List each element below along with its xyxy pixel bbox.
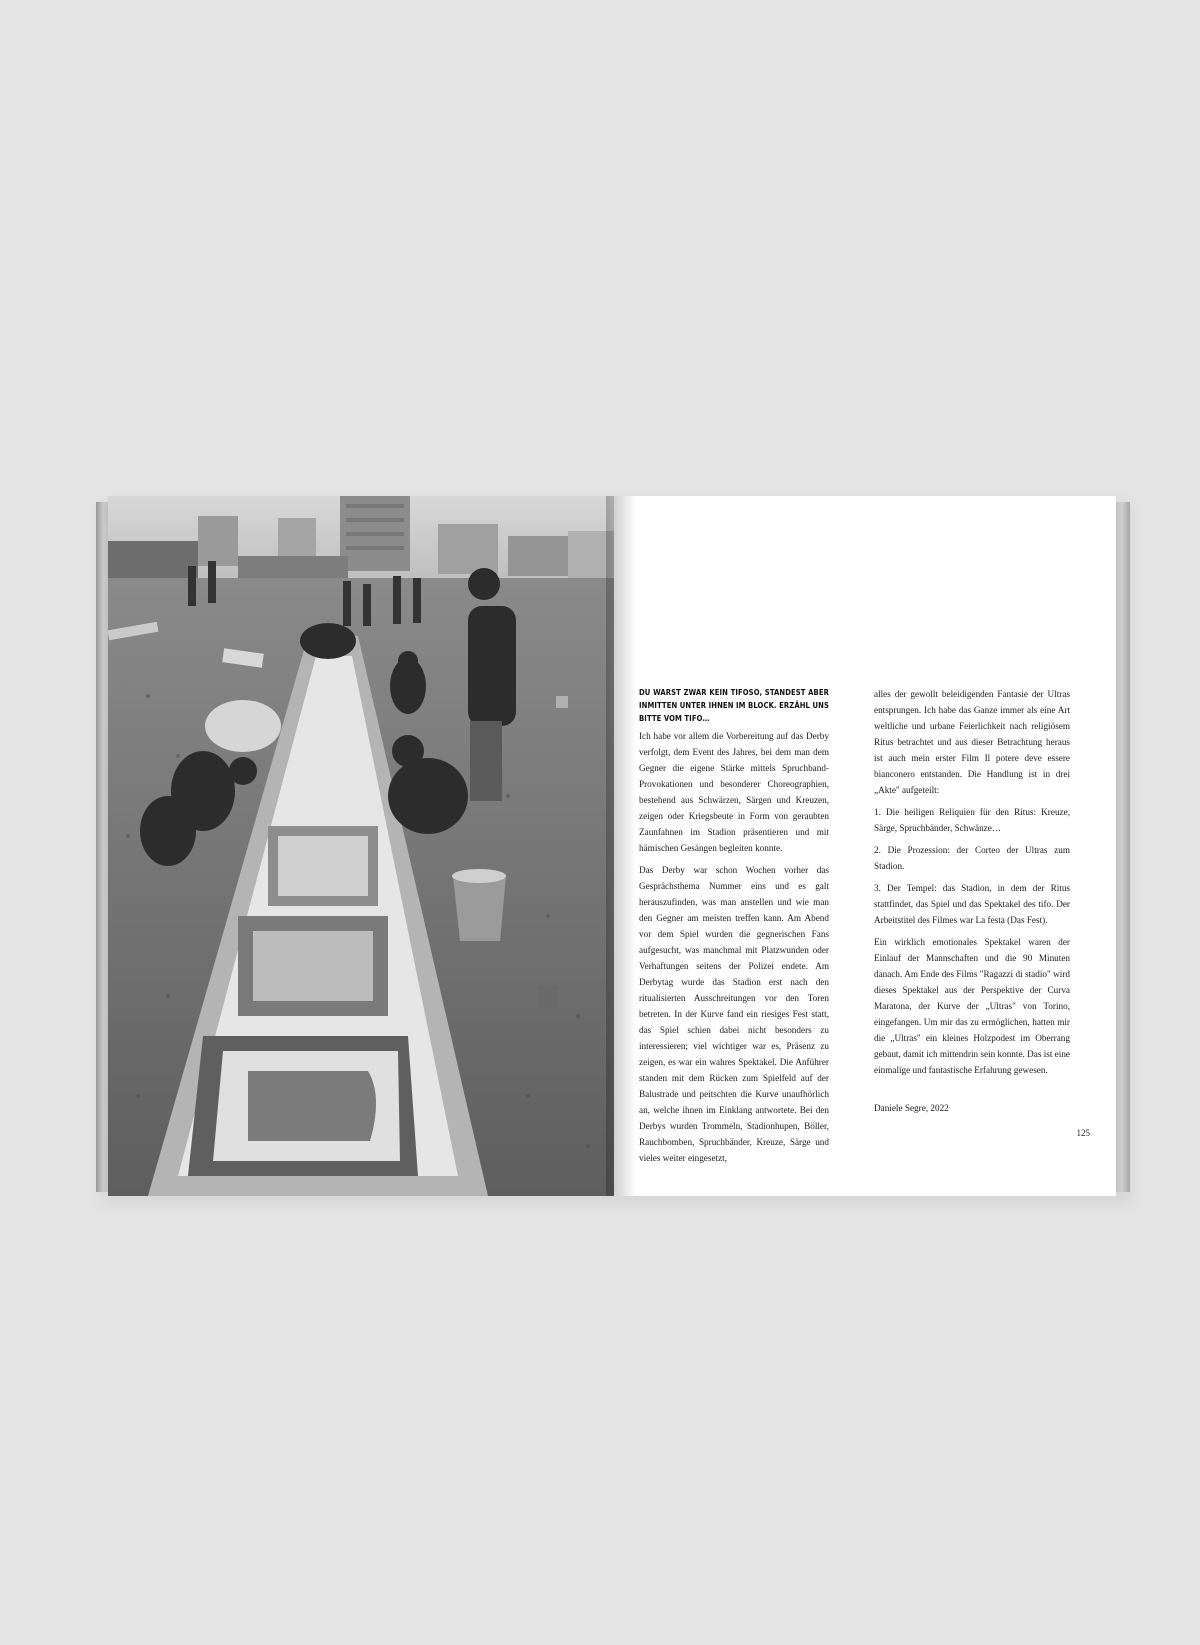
open-book <box>96 496 1132 1200</box>
list-item: 3. Der Tempel: das Stadion, in dem der Ritus stattfindet, das Spiel und das Spektakel des tifo. Der Arbeitstitel des Filmes war La festa (Das Fest). <box>874 883 1070 925</box>
page-number: 125 <box>1076 1128 1090 1138</box>
paragraph: Ein wirklich emotionales Spektakel waren der Einlauf der Mannschaften und die 90 Minuten danach. Am Ende des Films "Ragazzi di stadio" wird dieses Spektakel aus der Perspektive der Curva Maratona, der Kurve der „Ultras" von Torino, eingefangen. Um mir das zu ermöglichen, hatten mir die „Ultras" ein kleines Holzpodest im Oberrang gebaut, damit ich mittendrin sein konnte. Das ist eine einmalige und fantastische Erfahrung gewesen. <box>874 937 1070 1075</box>
paragraph: alles der gewollt beleidigenden Fantasie der Ultras entsprungen. Ich habe das Ganze immer als eine Art weltliche und urbane Feierlichkeit nach religiösem Ritus betrachtet und aus dieser Betrachtung heraus ist auch mein erster Film Il potere deve essere bianconero entstanden. Die Handlung ist in drei „Akte" aufgeteilt: <box>874 689 1070 795</box>
bw-photo-banner-painting <box>108 496 616 1196</box>
paragraph: Ich habe vor allem die Vorbereitung auf das Derby verfolgt, dem Event des Jahres, bei dem man dem Gegner die eigene Stärke mittels Spruchband-Provokationen und besonderer Choreographien, bestehend aus Schwärzen, Särgen und Kreuzen, zeigen oder Kriegsbeute in Form von geraubten Zaunfahnen im Stadion präsentieren und mit hämischen Gesängen begleiten konnte. <box>639 731 829 853</box>
list-item: 2. Die Prozession: der Corteo der Ultras zum Stadion. <box>874 845 1070 871</box>
right-page <box>614 496 1116 1196</box>
paragraph: Das Derby war schon Wochen vorher das Gesprächsthema Nummer eins und es galt herauszufinden, was man anstellen und wie man den Gegner am meisten treffen kann. Am Abend vor dem Spiel wurden die gegnerischen Fans aufgesucht, was manchmal mit Platzwunden oder Verhaftungen seitens der Polizei endete. Am Derbytag wurde das Stadion erst nach den ritualisierten Ausschreitungen vor den Toren betreten. In der Kurve fand ein riesiges Fest statt, das Spiel schien dabei nicht besonders zu interessieren; viel wichtiger war es, Präsenz zu zeigen, es war ein wahres Spektakel. Die Anführer standen mit dem Rücken zum Spielfeld auf der Balustrade und peitschten die Kurve unaufhörlich an, welche ihnen im Einklang antwortete. Bei den Derbys wurden Trommeln, Stadionhupen, Böller, Rauchbomben, Spruchbänder, Kreuze, Särge und vieles weiter eingesetzt, <box>639 865 829 1163</box>
page-stack-right <box>1114 502 1130 1192</box>
text-column-left <box>639 686 829 1166</box>
left-page <box>108 496 616 1196</box>
author-signature: Daniele Segre, 2022 <box>874 1103 949 1113</box>
text-column-right <box>874 686 1070 1116</box>
list-item: 1. Die heiligen Reliquien für den Ritus: Kreuze, Särge, Spruchbänder, Schwänze… <box>874 807 1070 833</box>
interview-question: DU WARST ZWAR KEIN TIFOSO, STANDEST ABER INMITTEN UNTER IHNEN IM BLOCK. ERZÄHL UNS BITTE VOM TIFO… <box>639 688 829 723</box>
